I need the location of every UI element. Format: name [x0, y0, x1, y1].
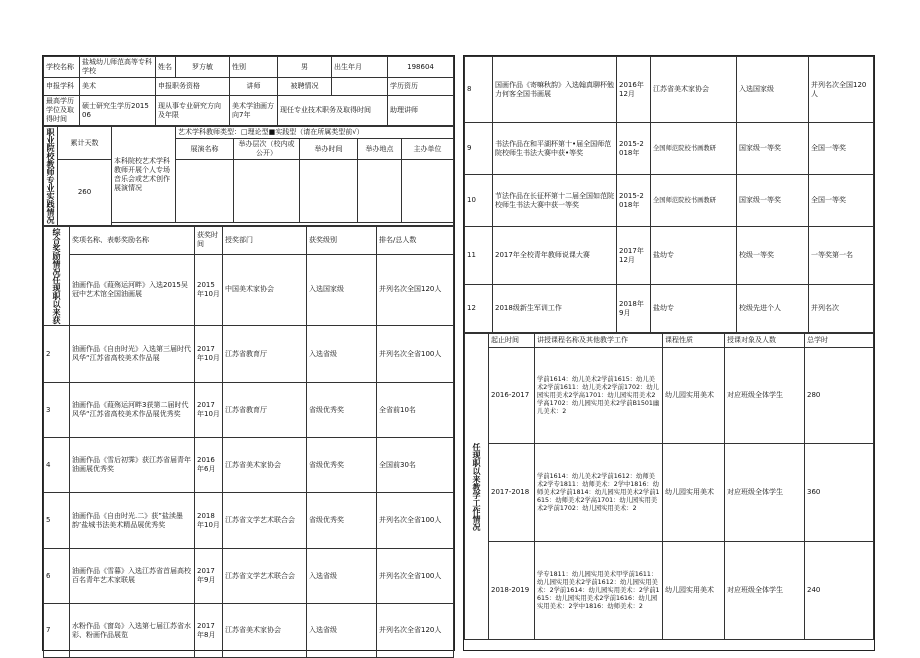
subject-value: 美术 — [80, 78, 156, 96]
col-award-level: 获奖级别 — [307, 227, 377, 255]
col-show-level: 举办层次（校内或公开） — [234, 139, 300, 160]
school-label: 学校名称 — [44, 57, 80, 78]
awards-side-label: 综合奖励情况任现职以来获 — [44, 227, 70, 326]
practice-side-label: 职业院校教师专业实践情况 — [44, 127, 58, 226]
col-teach-time: 起止时间 — [489, 334, 535, 348]
table-row: 6 油画作品《雪暮》入选江苏省首届高校百名青年艺术家联展 2017年9月 江苏省文学艺术联合会 入选省级 并列名次全省100人 — [44, 549, 454, 604]
table-row: 2 油画作品《自由时光》入选第三届时代风华“江苏省高校美术作品展 2017年10月 江苏省教育厅 入选省级 并列名次全省100人 — [44, 326, 454, 383]
teaching-table — [464, 333, 874, 640]
table-row: 10 节法作品在长征杯第十二届全国如范院校师生书法大赛中获一等奖 2015-2018年 全国师范院校书画教研 国家级一等奖 全国一等奖 — [465, 175, 874, 227]
col-award-rank: 排名/总人数 — [377, 227, 454, 255]
table-row: 4 油画作品《雪后初霁》获江苏省届青年油画展优秀奖 2016年6月 江苏省美术家协会 省级优秀奖 全国前30名 — [44, 438, 454, 493]
col-show-title: 展演名称 — [176, 139, 234, 160]
col-award-item: 奖项名称、表彰奖励名称 — [70, 227, 195, 255]
table-row: 5 油画作品《自由时光.二》获”盐渎墨韵’盐城书法美术精品展优秀奖 2018年10月 江苏省文学艺术联合会 省级优秀奖 并列名次全省100人 — [44, 493, 454, 549]
job-value: 助理讲师 — [388, 96, 454, 126]
teacher-type: 艺术学科教师类型：□理论型■实践型（请在所属类型前√） — [176, 127, 454, 139]
col-show-place: 举办地点 — [358, 139, 402, 160]
col-award-time: 获奖时间 — [195, 227, 223, 255]
teaching-side-label: 任现职以来教学工作情况 — [465, 334, 489, 640]
col-show-time: 举办时间 — [300, 139, 358, 160]
col-show-host: 主办单位 — [402, 139, 454, 160]
table-row: 2016-2017 学前1614：幼儿美术2学前1615：幼儿美术2学前1611：幼儿美术2学前1702：幼儿园实用美术2学高1701：幼儿园实用美术2学高1702：幼儿园实用美术2学前B1501幽儿美术：2 幼儿园实用美术 对应班级全体学生 280 — [465, 348, 874, 444]
highest-edu-label: 最高学历学位及取得时间 — [44, 96, 80, 126]
col-award-dept: 授奖部门 — [223, 227, 307, 255]
position-value: 讲师 — [230, 78, 278, 96]
col-teach-nature: 课程性质 — [663, 334, 725, 348]
left-form-page — [42, 55, 455, 651]
col-teach-hours: 总学时 — [805, 334, 874, 348]
position-label: 申报职务资格 — [156, 78, 230, 96]
birth-value: 198604 — [388, 57, 454, 78]
birth-label: 出生年月 — [332, 57, 388, 78]
subject-label: 申报学科 — [44, 78, 80, 96]
basic-info-table — [43, 56, 454, 126]
days-value: 260 — [58, 160, 112, 226]
table-row: 12 2018级新生军训工作 2018年9月 盐幼专 校级先进个人 并列名次 — [465, 285, 874, 333]
table-row: 2017-2018 学前1614：幼儿美术2学前1612：幼师美术2学专1811：幼师美术：2学中1816：幼师美术2学前1814：幼儿园实用美术2学前1615：幼师美术2学高1701：幼儿园实用美术2学前1702：幼儿园实用美术：2 幼儿园实用美术 对应班级全体学生 360 — [465, 444, 874, 542]
name-label: 姓名 — [156, 57, 176, 78]
table-row: 11 2017年全校青年教师说课大赛 2017年12月 盐幼专 校级一等奖 一等奖第一名 — [465, 227, 874, 285]
gender-value: 男 — [278, 57, 332, 78]
school-value: 盐城幼儿师范高等专科学校 — [80, 57, 156, 78]
profession-label: 现从事专业研究方向及年限 — [156, 96, 230, 126]
job-label: 现任专业技术职务及取得时间 — [278, 96, 388, 126]
col-teach-courses: 讲授课程名称及其他教学工作 — [535, 334, 663, 348]
awards-table — [43, 226, 454, 658]
highest-edu-value: 硕士研究生学历201506 — [80, 96, 156, 126]
right-form-page — [463, 55, 875, 651]
table-row: 3 油画作品《葭殇运河畔3获第二届时代风华“江苏省高校美术作品展优秀奖 2017年10月 江苏省教育厅 省级优秀奖 全省前10名 — [44, 383, 454, 438]
degree-label: 学历资历 — [388, 78, 454, 96]
current-title-label: 被聘情况 — [278, 78, 332, 96]
practice-table — [43, 126, 454, 226]
table-row: 8 国画作品《寄嘛秋韵》入选翰真聊杯勉力何客全国书画展 2016年12月 江苏省美术家协会 入选国家级 并列名次全国120人 — [465, 57, 874, 123]
name-value: 罗方敏 — [176, 57, 230, 78]
awards-continued-table — [464, 56, 874, 333]
table-row: 油画作品《葭殇运河畔》入选2015吴冠中艺术馆全国油画展 2015年10月 中国美术家协会 入选国家级 并列名次全国120人 — [44, 254, 454, 325]
col-teach-target: 授课对象及人数 — [725, 334, 805, 348]
gender-label: 性别 — [230, 57, 278, 78]
practice-intro: 本科院校艺术学科教师开展个人专场音乐会或艺术创作展演情况 — [112, 127, 176, 223]
table-row: 7 水粉作品《窗岛》入选第七届江苏省水彩、粉画作品展览 2017年8月 江苏省美术家协会 入选省级 并列名次全省120人 — [44, 604, 454, 658]
days-label: 累计天数 — [58, 127, 112, 160]
table-row: 9 书法作品在和平湖杯第十•届全国师范院校师生书法大赛中获•等奖 2015-2018年 全国师范院校书画教研 国家级一等奖 全国一等奖 — [465, 123, 874, 175]
profession-value: 美术学油画方向7年 — [230, 96, 278, 126]
table-row: 2018-2019 学专1811：幼儿园实用美术甲学前1611：幼儿园实用美术2学前1612：幼儿园实用美术：2学前1614：幼儿园实用美术：2学前1615：幼儿园实用美术2学前1616：幼儿园实用美术：2学中1816：幼师美术：2 幼儿园实用美术 对应班级全体学生 240 — [465, 542, 874, 640]
